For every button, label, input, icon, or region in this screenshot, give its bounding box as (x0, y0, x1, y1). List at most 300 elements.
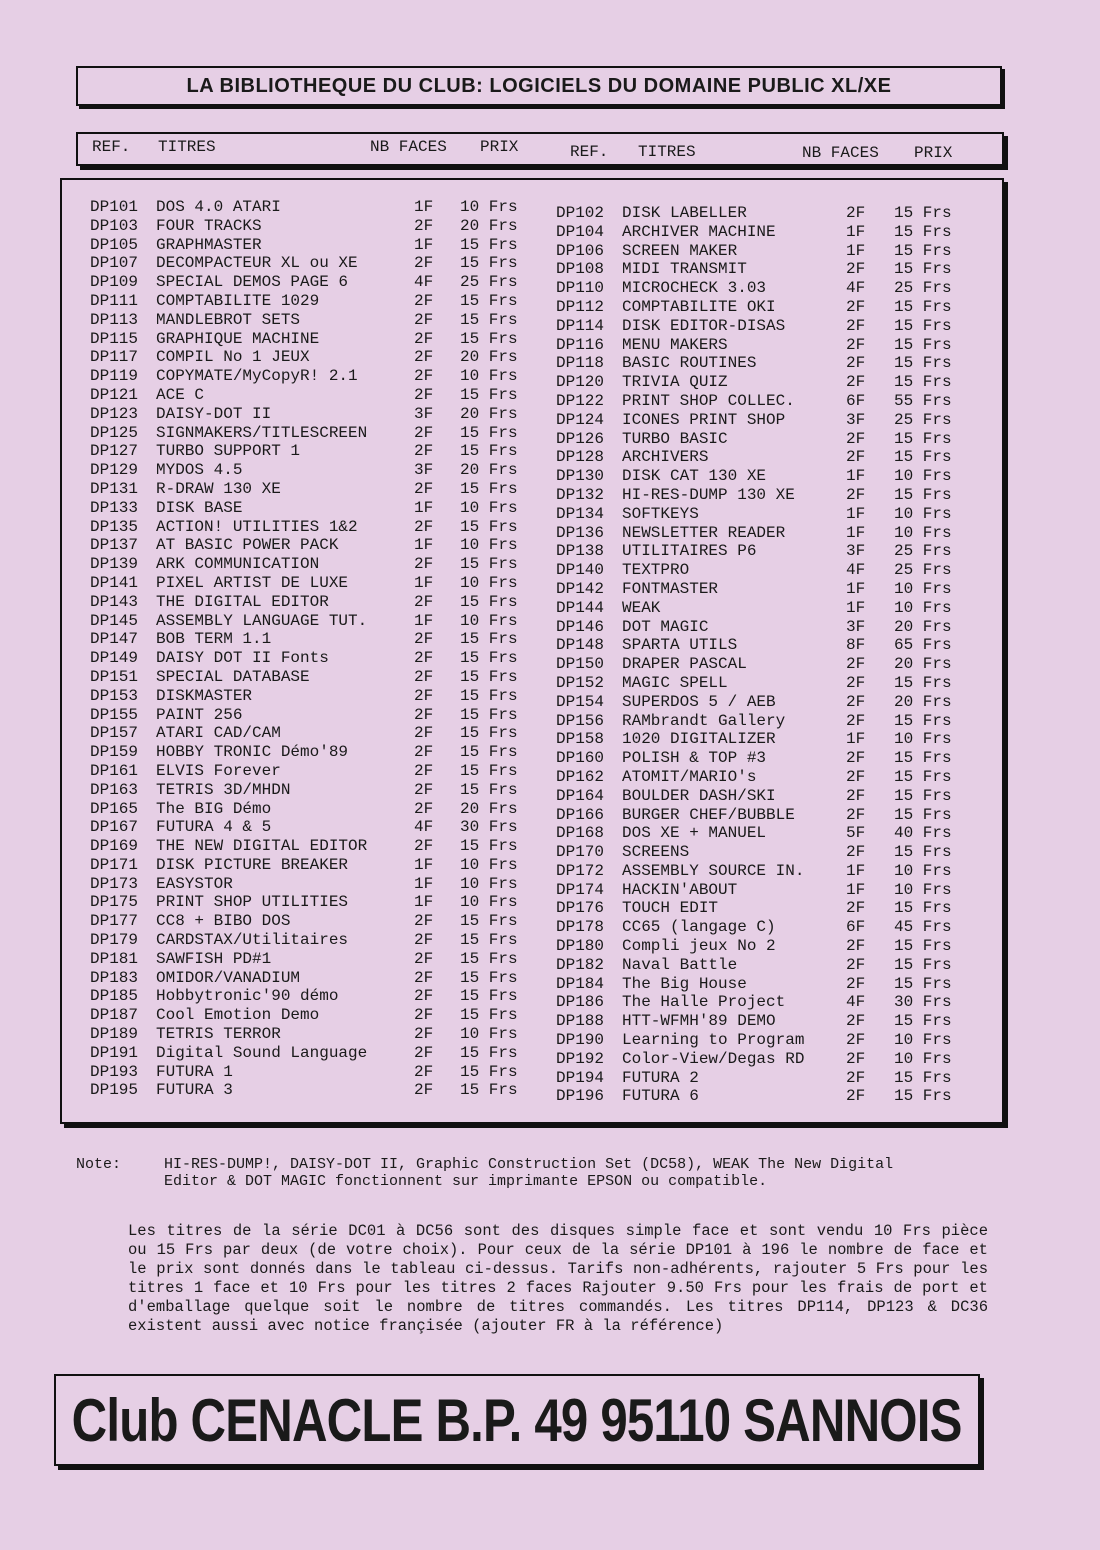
row-title: FUTURA 3 (156, 1081, 233, 1100)
row-price: 15 Frs (460, 235, 518, 254)
right-column (556, 204, 986, 1106)
table-row (90, 292, 530, 311)
row-faces: 4F (414, 273, 434, 292)
row-price: 15 Frs (894, 316, 952, 335)
row-faces: 1F (414, 573, 434, 592)
row-price: 10 Frs (894, 1031, 952, 1050)
table-row (90, 536, 530, 555)
row-title: HI-RES-DUMP 130 XE (622, 485, 795, 504)
row-title: ICONES PRINT SHOP (622, 410, 786, 429)
row-title: Naval Battle (622, 955, 738, 974)
row-ref: DP136 (556, 523, 605, 542)
table-row (90, 612, 530, 631)
table-row (556, 505, 986, 524)
row-faces: 1F (414, 235, 434, 254)
row-price: 15 Frs (460, 743, 518, 762)
table-row (556, 899, 986, 918)
table-row (90, 254, 530, 273)
row-ref: DP195 (90, 1081, 139, 1100)
row-title: BOB TERM 1.1 (156, 630, 272, 649)
row-title: AT BASIC POWER PACK (156, 536, 339, 555)
row-faces: 2F (846, 1087, 866, 1106)
row-faces: 2F (846, 316, 866, 335)
row-ref: DP150 (556, 655, 605, 674)
row-ref: DP132 (556, 485, 605, 504)
table-row (556, 354, 986, 373)
row-price: 15 Frs (460, 837, 518, 856)
row-title: ASSEMBLY SOURCE IN. (622, 861, 805, 880)
row-ref: DP166 (556, 805, 605, 824)
row-price: 10 Frs (460, 498, 518, 517)
club-address: Club CENACLE B.P. 49 95110 SANNOIS (72, 1386, 962, 1454)
table-row (90, 480, 530, 499)
row-ref: DP157 (90, 724, 139, 743)
table-row (556, 279, 986, 298)
row-ref: DP109 (90, 273, 139, 292)
table-row (90, 875, 530, 894)
table-row (556, 204, 986, 223)
row-faces: 2F (846, 260, 866, 279)
row-ref: DP102 (556, 204, 605, 222)
row-title: SCREENS (622, 843, 690, 862)
row-faces: 2F (414, 216, 434, 235)
row-ref: DP190 (556, 1031, 605, 1050)
row-ref: DP178 (556, 918, 605, 937)
row-title: SAWFISH PD#1 (156, 949, 272, 968)
row-price: 25 Frs (894, 561, 952, 580)
row-faces: 2F (846, 673, 866, 692)
row-price: 10 Frs (894, 861, 952, 880)
table-row (90, 424, 530, 443)
row-faces: 2F (414, 1043, 434, 1062)
row-ref: DP104 (556, 222, 605, 241)
table-row (90, 912, 530, 931)
row-title: FUTURA 2 (622, 1068, 699, 1087)
row-ref: DP148 (556, 636, 605, 655)
table-row (556, 542, 986, 561)
row-title: FUTURA 1 (156, 1062, 233, 1081)
row-faces: 2F (846, 786, 866, 805)
header-prix-left: PRIX (480, 138, 519, 156)
row-ref: DP113 (90, 310, 139, 329)
row-price: 15 Frs (460, 724, 518, 743)
table-row (90, 311, 530, 330)
row-title: 1020 DIGITALIZER (622, 730, 776, 749)
row-faces: 5F (846, 824, 866, 843)
table-row (90, 442, 530, 461)
row-title: Learning to Program (622, 1031, 805, 1050)
row-price: 15 Frs (894, 843, 952, 862)
row-price: 45 Frs (894, 918, 952, 937)
table-row (556, 1012, 986, 1031)
row-price: 10 Frs (894, 504, 952, 523)
row-title: TETRIS 3D/MHDN (156, 780, 291, 799)
table-row (556, 467, 986, 486)
row-title: The Halle Project (622, 993, 786, 1012)
row-price: 15 Frs (894, 241, 952, 260)
table-row (90, 893, 530, 912)
row-ref: DP160 (556, 749, 605, 768)
row-ref: DP129 (90, 461, 139, 480)
row-faces: 2F (846, 485, 866, 504)
table-row (556, 881, 986, 900)
row-faces: 2F (414, 555, 434, 574)
row-ref: DP107 (90, 254, 139, 273)
table-row (90, 348, 530, 367)
row-title: SIGNMAKERS/TITLESCREEN (156, 423, 368, 442)
table-row (556, 1069, 986, 1088)
row-faces: 2F (414, 442, 434, 461)
row-faces: 6F (846, 391, 866, 410)
row-faces: 1F (414, 855, 434, 874)
table-row (90, 1006, 530, 1025)
row-ref: DP174 (556, 880, 605, 899)
row-price: 20 Frs (460, 461, 518, 480)
row-title: MAGIC SPELL (622, 673, 728, 692)
row-ref: DP112 (556, 297, 605, 316)
row-title: FOUR TRACKS (156, 216, 262, 235)
row-ref: DP169 (90, 837, 139, 856)
table-row (90, 969, 530, 988)
row-title: COMPTABILITE 1029 (156, 291, 320, 310)
row-title: ELVIS Forever (156, 761, 281, 780)
row-title: TURBO BASIC (622, 429, 728, 448)
row-price: 10 Frs (460, 367, 518, 386)
row-ref: DP111 (90, 291, 139, 310)
table-row (90, 1025, 530, 1044)
row-faces: 2F (414, 1081, 434, 1100)
row-ref: DP179 (90, 931, 139, 950)
row-faces: 2F (414, 630, 434, 649)
row-price: 10 Frs (894, 598, 952, 617)
row-price: 15 Frs (894, 448, 952, 467)
table-row (90, 856, 530, 875)
row-price: 10 Frs (460, 536, 518, 555)
row-title: DOT MAGIC (622, 617, 709, 636)
table-row (90, 837, 530, 856)
row-ref: DP145 (90, 611, 139, 630)
row-ref: DP165 (90, 799, 139, 818)
row-price: 15 Frs (460, 649, 518, 668)
row-title: ATOMIT/MARIO's (622, 767, 757, 786)
table-row (556, 636, 986, 655)
row-faces: 2F (846, 711, 866, 730)
row-title: TEXTPRO (622, 561, 690, 580)
row-ref: DP122 (556, 391, 605, 410)
row-price: 15 Frs (460, 1062, 518, 1081)
row-title: SOFTKEYS (622, 504, 699, 523)
row-title: FUTURA 4 & 5 (156, 818, 272, 837)
row-price: 15 Frs (460, 931, 518, 950)
row-faces: 1F (414, 874, 434, 893)
table-row (90, 330, 530, 349)
row-ref: DP189 (90, 1025, 139, 1044)
table-row (556, 524, 986, 543)
row-price: 15 Frs (460, 630, 518, 649)
row-ref: DP105 (90, 235, 139, 254)
row-price: 10 Frs (460, 573, 518, 592)
row-faces: 3F (846, 542, 866, 561)
row-title: DISK PICTURE BREAKER (156, 855, 349, 874)
row-faces: 4F (414, 818, 434, 837)
row-ref: DP196 (556, 1087, 605, 1106)
row-ref: DP163 (90, 780, 139, 799)
row-price: 15 Frs (894, 429, 952, 448)
table-row (90, 555, 530, 574)
table-row (90, 461, 530, 480)
row-price: 15 Frs (460, 705, 518, 724)
row-price: 25 Frs (894, 279, 952, 298)
table-row (90, 499, 530, 518)
row-faces: 6F (846, 918, 866, 937)
row-title: Hobbytronic'90 démo (156, 987, 339, 1006)
row-title: SPECIAL DATABASE (156, 667, 310, 686)
row-title: TURBO SUPPORT 1 (156, 442, 301, 461)
row-price: 10 Frs (460, 874, 518, 893)
table-row (90, 724, 530, 743)
row-title: DISK LABELLER (622, 204, 747, 222)
row-price: 15 Frs (894, 297, 952, 316)
row-ref: DP142 (556, 579, 605, 598)
row-faces: 2F (414, 799, 434, 818)
row-price: 15 Frs (460, 912, 518, 931)
row-faces: 2F (414, 385, 434, 404)
row-faces: 1F (846, 579, 866, 598)
table-row (90, 367, 530, 386)
row-ref: DP143 (90, 592, 139, 611)
table-row (90, 762, 530, 781)
row-price: 15 Frs (894, 485, 952, 504)
row-price: 15 Frs (894, 260, 952, 279)
row-faces: 2F (414, 348, 434, 367)
row-title: TOUCH EDIT (622, 899, 719, 918)
row-ref: DP140 (556, 561, 605, 580)
row-price: 15 Frs (460, 949, 518, 968)
table-row (556, 806, 986, 825)
row-faces: 2F (846, 767, 866, 786)
row-ref: DP164 (556, 786, 605, 805)
table-row (556, 824, 986, 843)
left-column (90, 198, 530, 1100)
table-row (556, 1087, 986, 1106)
table-row (556, 486, 986, 505)
table-row (556, 242, 986, 261)
row-faces: 2F (414, 780, 434, 799)
row-price: 15 Frs (460, 1006, 518, 1025)
row-title: BURGER CHEF/BUBBLE (622, 805, 795, 824)
table-row (556, 937, 986, 956)
row-price: 15 Frs (460, 254, 518, 273)
row-price: 15 Frs (894, 899, 952, 918)
header-ref-left: REF. (92, 138, 131, 156)
note-label: Note: (76, 1156, 122, 1173)
row-ref: DP158 (556, 730, 605, 749)
table-row (90, 743, 530, 762)
row-price: 15 Frs (460, 385, 518, 404)
row-faces: 2F (414, 592, 434, 611)
row-price: 15 Frs (460, 686, 518, 705)
row-ref: DP187 (90, 1006, 139, 1025)
row-ref: DP176 (556, 899, 605, 918)
row-faces: 2F (846, 1049, 866, 1068)
row-faces: 2F (846, 204, 866, 222)
row-title: COMPIL No 1 JEUX (156, 348, 310, 367)
row-ref: DP156 (556, 711, 605, 730)
table-row (90, 781, 530, 800)
row-price: 15 Frs (894, 354, 952, 373)
row-faces: 4F (846, 993, 866, 1012)
row-faces: 2F (414, 479, 434, 498)
row-title: DECOMPACTEUR XL ou XE (156, 254, 358, 273)
row-title: DRAPER PASCAL (622, 655, 747, 674)
row-faces: 2F (414, 1006, 434, 1025)
row-faces: 2F (846, 692, 866, 711)
row-price: 15 Frs (894, 711, 952, 730)
row-ref: DP162 (556, 767, 605, 786)
row-ref: DP193 (90, 1062, 139, 1081)
row-ref: DP155 (90, 705, 139, 724)
table-row (90, 273, 530, 292)
table-row (556, 674, 986, 693)
row-price: 15 Frs (460, 555, 518, 574)
table-row (556, 336, 986, 355)
row-price: 20 Frs (894, 692, 952, 711)
row-faces: 2F (846, 1012, 866, 1031)
row-title: GRAPHIQUE MACHINE (156, 329, 320, 348)
row-title: ACTION! UTILITIES 1&2 (156, 517, 358, 536)
row-title: DISK EDITOR-DISAS (622, 316, 786, 335)
row-price: 10 Frs (894, 579, 952, 598)
table-row (556, 730, 986, 749)
row-faces: 1F (414, 536, 434, 555)
table-row (556, 580, 986, 599)
row-title: DOS 4.0 ATARI (156, 198, 281, 216)
row-ref: DP120 (556, 373, 605, 392)
row-title: SPECIAL DEMOS PAGE 6 (156, 273, 349, 292)
row-faces: 1F (414, 198, 434, 216)
table-row (556, 317, 986, 336)
row-ref: DP127 (90, 442, 139, 461)
row-title: The BIG Démo (156, 799, 272, 818)
row-price: 15 Frs (460, 1043, 518, 1062)
row-faces: 2F (414, 1062, 434, 1081)
row-price: 15 Frs (894, 673, 952, 692)
row-faces: 2F (414, 912, 434, 931)
row-faces: 2F (414, 517, 434, 536)
table-row (90, 405, 530, 424)
row-price: 10 Frs (894, 880, 952, 899)
club-address-banner (54, 1374, 980, 1466)
row-faces: 8F (846, 636, 866, 655)
table-row (556, 993, 986, 1012)
row-faces: 2F (414, 291, 434, 310)
row-ref: DP114 (556, 316, 605, 335)
row-title: TETRIS TERROR (156, 1025, 281, 1044)
table-row (556, 223, 986, 242)
row-ref: DP185 (90, 987, 139, 1006)
table-row (556, 655, 986, 674)
row-price: 15 Frs (460, 592, 518, 611)
table-row (556, 392, 986, 411)
row-price: 20 Frs (460, 799, 518, 818)
row-faces: 2F (846, 805, 866, 824)
row-faces: 2F (846, 335, 866, 354)
row-title: THE NEW DIGITAL EDITOR (156, 837, 368, 856)
row-title: Digital Sound Language (156, 1043, 368, 1062)
row-price: 10 Frs (894, 523, 952, 542)
row-faces: 2F (846, 843, 866, 862)
row-faces: 2F (846, 429, 866, 448)
row-price: 10 Frs (460, 855, 518, 874)
row-title: POLISH & TOP #3 (622, 749, 767, 768)
table-row (90, 1081, 530, 1100)
table-row (90, 236, 530, 255)
row-faces: 2F (414, 367, 434, 386)
row-title: BOULDER DASH/SKI (622, 786, 776, 805)
row-faces: 2F (414, 968, 434, 987)
row-price: 15 Frs (460, 987, 518, 1006)
row-ref: DP110 (556, 279, 605, 298)
row-ref: DP172 (556, 861, 605, 880)
table-row (90, 630, 530, 649)
row-ref: DP116 (556, 335, 605, 354)
row-ref: DP171 (90, 855, 139, 874)
table-row (90, 649, 530, 668)
row-faces: 1F (846, 467, 866, 486)
row-title: FONTMASTER (622, 579, 719, 598)
row-title: COMPTABILITE OKI (622, 297, 776, 316)
row-price: 30 Frs (894, 993, 952, 1012)
row-title: PIXEL ARTIST DE LUXE (156, 573, 349, 592)
row-faces: 2F (414, 423, 434, 442)
row-price: 15 Frs (894, 937, 952, 956)
row-price: 25 Frs (894, 410, 952, 429)
row-faces: 4F (846, 561, 866, 580)
row-title: PRINT SHOP COLLEC. (622, 391, 795, 410)
row-ref: DP135 (90, 517, 139, 536)
row-price: 15 Frs (460, 310, 518, 329)
row-faces: 2F (414, 686, 434, 705)
row-faces: 2F (846, 974, 866, 993)
row-faces: 2F (846, 655, 866, 674)
table-row (556, 975, 986, 994)
row-price: 10 Frs (460, 198, 518, 216)
table-row (556, 373, 986, 392)
row-price: 20 Frs (460, 216, 518, 235)
row-ref: DP194 (556, 1068, 605, 1087)
row-title: Cool Emotion Demo (156, 1006, 320, 1025)
row-title: MENU MAKERS (622, 335, 728, 354)
row-price: 15 Frs (460, 329, 518, 348)
row-ref: DP130 (556, 467, 605, 486)
row-ref: DP123 (90, 404, 139, 423)
row-price: 15 Frs (460, 423, 518, 442)
row-price: 15 Frs (460, 517, 518, 536)
row-ref: DP144 (556, 598, 605, 617)
table-row (90, 574, 530, 593)
row-ref: DP151 (90, 667, 139, 686)
row-faces: 1F (846, 730, 866, 749)
row-title: ATARI CAD/CAM (156, 724, 281, 743)
row-ref: DP106 (556, 241, 605, 260)
row-title: GRAPHMASTER (156, 235, 262, 254)
row-price: 15 Frs (894, 805, 952, 824)
row-price: 65 Frs (894, 636, 952, 655)
table-row (90, 818, 530, 837)
row-faces: 2F (414, 837, 434, 856)
row-faces: 3F (414, 461, 434, 480)
row-price: 15 Frs (460, 667, 518, 686)
